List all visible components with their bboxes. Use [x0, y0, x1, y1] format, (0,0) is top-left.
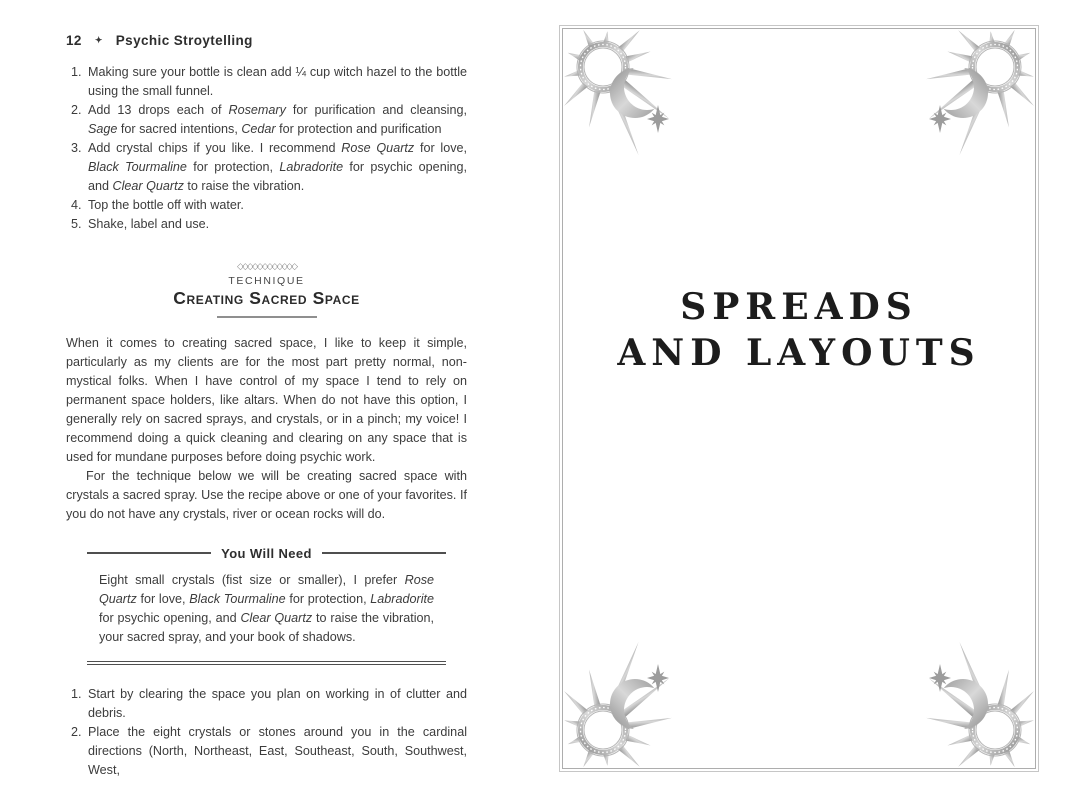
- list-text: Shake, label and use.: [88, 217, 210, 231]
- list-item: [66, 101, 467, 139]
- left-page: [66, 33, 467, 780]
- bottle-steps-list: [66, 63, 467, 234]
- list-text: Making sure your bottle is clean add ¼ cup witch hazel to the bottle using the small funnel.: [88, 65, 467, 98]
- list-number: 2.: [71, 724, 82, 739]
- diamond-separator-icon: ✦: [94, 35, 103, 45]
- list-item: [66, 685, 467, 723]
- chapter-frame: [562, 28, 1036, 769]
- list-item: [66, 215, 467, 234]
- list-item: [66, 196, 467, 215]
- chapter-title-line-1: SPREADS: [680, 286, 918, 328]
- you-will-need-heading: [87, 546, 446, 561]
- list-text: Start by clearing the space you plan on working in of clutter and debris.: [88, 686, 467, 720]
- list-number: 1.: [71, 65, 82, 79]
- corner-ornament-sun-moon-bottom-right: [887, 620, 1037, 770]
- heading-rule-right: [322, 552, 446, 554]
- right-page: [533, 0, 1066, 800]
- list-number: 4.: [71, 198, 82, 212]
- list-item: [66, 139, 467, 196]
- diamond-chain-divider-icon: ◇◇◇◇◇◇◇◇◇◇◇◇: [236, 261, 297, 271]
- running-header: [66, 33, 467, 48]
- list-item: [66, 63, 467, 101]
- body-paragraph: For the technique below we will be creating sacred space with crystals a sacred spray. Use the recipe above or one of your favorites. If you do not have any crystals, river or ocean rocks will do.: [66, 468, 467, 521]
- list-number: 3.: [71, 141, 82, 155]
- list-number: 1.: [71, 686, 82, 701]
- body-paragraph: When it comes to creating sacred space, I like to keep it simple, particularly as my clients are for the most part pretty normal, non-mystical folks. When I have control of my space I tend to rely on permanent space holders, like altars. When do not have this option, I generally rely on sacred sprays, and crystals, or in a pinch; my voice! I recommend doing a quick cleaning and clearing on any space that is used for mundane purposes before doing psychic work.: [66, 335, 467, 464]
- corner-ornament-sun-moon-bottom-left: [561, 620, 711, 770]
- you-will-need-title: You Will Need: [221, 545, 312, 561]
- page-number: 12: [66, 33, 82, 48]
- corner-ornament-sun-moon-top-right: [887, 27, 1037, 177]
- technique-title: Creating Sacred Space: [173, 288, 360, 308]
- list-text: Add 13 drops each of Rosemary for purification and cleansing, Sage for sacred intentions, Cedar for protection and purification: [88, 103, 467, 136]
- list-text: Top the bottle off with water.: [88, 198, 244, 212]
- running-head-title: Psychic Stroytelling: [115, 33, 253, 48]
- you-will-need-body: Eight small crystals (fist size or smaller), I prefer Rose Quartz for love, Black Tourmaline for protection, Labradorite for psychic opening, and Clear Quartz to raise the vibration, your sacred spray, and your book of shadows.: [99, 572, 435, 644]
- heading-rule-left: [87, 552, 211, 554]
- list-number: 2.: [71, 103, 82, 117]
- corner-ornament-sun-moon-top-left: [561, 27, 711, 177]
- chapter-title: [563, 284, 1035, 376]
- list-text: Add crystal chips if you like. I recommend Rose Quartz for love, Black Tourmaline for protection, Labradorite for psychic opening, and Clear Quartz to raise the vibration.: [88, 141, 467, 193]
- list-text: Place the eight crystals or stones around you in the cardinal directions (North, Northeast, East, Southeast, South, Southwest, West,: [88, 724, 467, 777]
- list-number: 5.: [71, 217, 82, 231]
- sacred-space-steps-list: [66, 685, 467, 780]
- chapter-frame-outer: [559, 25, 1039, 772]
- you-will-need-box: [87, 546, 446, 665]
- technique-heading: [66, 260, 467, 318]
- technique-kicker: TECHNIQUE: [228, 275, 305, 287]
- list-item: [66, 723, 467, 780]
- chapter-title-line-2: AND LAYOUTS: [617, 332, 981, 374]
- title-underline-rule: [217, 316, 317, 318]
